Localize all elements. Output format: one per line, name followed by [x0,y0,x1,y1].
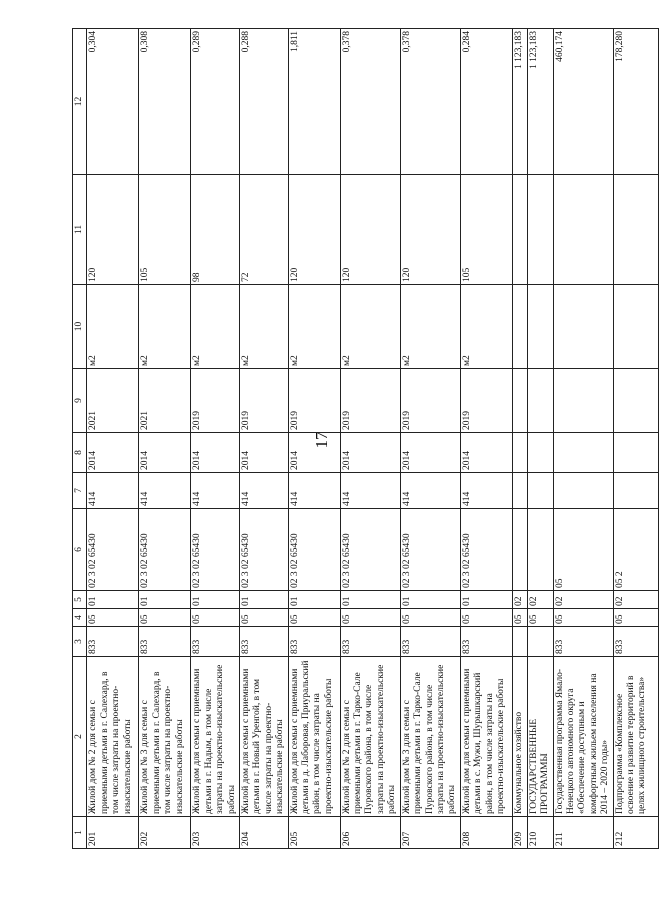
cell-subsection: 02 [512,591,527,609]
cell-subsection: 01 [240,591,289,609]
table-body [73,29,659,849]
cell-subsection: 01 [87,591,139,609]
cell-amount: 178,280 [613,29,658,175]
column-header: 11 [73,175,87,285]
cell-unit: м2 [288,285,340,369]
cell-unit: м2 [191,285,240,369]
column-header: 1 [73,817,87,849]
row-name: Жилой дом № 2 для семьи с приемными детьми в г. Тарко-Сале Пуровского района, в том числе затраты на проектно-изыскательские работы [340,657,400,817]
cell-end-year: 2019 [340,369,400,433]
cell-unit [553,285,613,369]
cell-start-year: 2014 [288,433,340,473]
row-name: Подпрограмма «Комплексное освоение и развитие территорий в целях жилищного строительства» [613,657,658,817]
cell-end-year [613,369,658,433]
cell-section: 05 [460,609,512,627]
row-name: Коммунальное хозяйство [512,657,527,817]
column-header: 7 [73,473,87,509]
column-header: 4 [73,609,87,627]
cell-subsection: 02 [553,591,613,609]
cell-unit: м2 [139,285,191,369]
cell-start-year [553,433,613,473]
cell-unit: м2 [87,285,139,369]
cell-target-article [512,509,527,591]
cell-capacity: 72 [240,175,289,285]
row-name: Жилой дом для семьи с приемными детьми в с. Мужи, Шурышкарский район, в том числе затраты на проектно-изыскательские работы [460,657,512,817]
column-header: 12 [73,29,87,175]
cell-target-article: 02 3 02 65430 [400,509,460,591]
cell-start-year [527,433,553,473]
row-number: 211 [553,817,613,849]
cell-capacity: 105 [139,175,191,285]
cell-start-year: 2014 [191,433,240,473]
cell-start-year: 2014 [139,433,191,473]
table-row [340,29,400,849]
cell-expense-type [613,473,658,509]
cell-section: 05 [613,609,658,627]
row-name: Жилой дом № 2 для семьи с приемными детьми в г. Салехард, в том числе затраты на проектно-изыскательские работы [87,657,139,817]
cell-ministry: 833 [240,627,289,657]
cell-section: 05 [87,609,139,627]
cell-amount: 1 123,183 [512,29,527,175]
row-name: Государственная программа Ямало-Ненецкого автономного округа «Обеспечение доступным и комфортным жильем населения на 2014 – 2020 годы» [553,657,613,817]
row-number: 202 [139,817,191,849]
cell-target-article: 05 [553,509,613,591]
cell-target-article: 02 3 02 65430 [460,509,512,591]
cell-capacity [553,175,613,285]
cell-section: 05 [400,609,460,627]
cell-section: 05 [553,609,613,627]
table-row [512,29,527,849]
cell-target-article: 02 3 02 65430 [191,509,240,591]
column-header: 9 [73,369,87,433]
cell-ministry: 833 [613,627,658,657]
cell-amount: 0,378 [340,29,400,175]
cell-unit [512,285,527,369]
row-name: Жилой дом № 3 для семьи с приемными детьми в г. Салехард, в том числе затраты на проектно-изыскательские работы [139,657,191,817]
table-row [553,29,613,849]
column-header: 3 [73,627,87,657]
header-row [73,29,87,849]
cell-unit: м2 [460,285,512,369]
table-row [400,29,460,849]
cell-start-year: 2014 [340,433,400,473]
table-row [240,29,289,849]
cell-expense-type: 414 [139,473,191,509]
cell-amount: 0,284 [460,29,512,175]
cell-unit: м2 [400,285,460,369]
cell-end-year: 2019 [191,369,240,433]
cell-target-article: 02 3 02 65430 [240,509,289,591]
cell-ministry: 833 [288,627,340,657]
row-number: 204 [240,817,289,849]
row-number: 203 [191,817,240,849]
cell-ministry: 833 [191,627,240,657]
rotated-table-wrapper [72,29,648,849]
row-name: Жилой дом для семьи с приемными детьми в г. Новый Уренгой, в том числе затраты на проектно-изыскательские работы [240,657,289,817]
cell-end-year [527,369,553,433]
cell-target-article: 02 3 02 65430 [139,509,191,591]
cell-ministry: 833 [87,627,139,657]
cell-section: 05 [240,609,289,627]
row-name: Жилой дом для семьи с приемными детьми в г. Надым, в том числе затраты на проектно-изыскательские работы [191,657,240,817]
cell-target-article: 05 2 [613,509,658,591]
cell-amount: 0,288 [240,29,289,175]
cell-expense-type: 414 [400,473,460,509]
cell-subsection: 01 [191,591,240,609]
cell-end-year [512,369,527,433]
cell-start-year: 2014 [460,433,512,473]
cell-unit: м2 [240,285,289,369]
row-number: 205 [288,817,340,849]
cell-unit [527,285,553,369]
cell-expense-type [512,473,527,509]
table-row [191,29,240,849]
cell-amount: 460,174 [553,29,613,175]
cell-expense-type: 414 [460,473,512,509]
row-name: Жилой дом для семьи с приемными детьми в д. Лаборовая, Приуральский район, в том числе затраты на проектно-изыскательские работы [288,657,340,817]
cell-target-article [527,509,553,591]
table-row [87,29,139,849]
table-row [527,29,553,849]
row-number: 212 [613,817,658,849]
row-name: ГОСУДАРСТВЕННЫЕ ПРОГРАММЫ [527,657,553,817]
table-row [460,29,512,849]
cell-capacity: 120 [288,175,340,285]
cell-end-year: 2019 [288,369,340,433]
cell-capacity: 120 [87,175,139,285]
table-row [613,29,658,849]
cell-end-year: 2019 [400,369,460,433]
cell-unit [613,285,658,369]
cell-amount: 1 123,183 [527,29,553,175]
cell-capacity: 120 [340,175,400,285]
cell-end-year: 2021 [87,369,139,433]
column-header: 2 [73,657,87,817]
cell-expense-type [553,473,613,509]
cell-capacity [512,175,527,285]
cell-ministry: 833 [553,627,613,657]
cell-expense-type: 414 [87,473,139,509]
cell-end-year: 2021 [139,369,191,433]
cell-section: 05 [191,609,240,627]
cell-ministry [512,627,527,657]
cell-capacity: 120 [400,175,460,285]
cell-expense-type: 414 [340,473,400,509]
cell-expense-type: 414 [288,473,340,509]
cell-start-year: 2014 [87,433,139,473]
cell-section: 05 [139,609,191,627]
row-number: 206 [340,817,400,849]
row-number: 201 [87,817,139,849]
cell-subsection: 02 [527,591,553,609]
cell-end-year [553,369,613,433]
cell-amount: 0,289 [191,29,240,175]
cell-section: 05 [340,609,400,627]
cell-expense-type: 414 [240,473,289,509]
cell-subsection: 01 [139,591,191,609]
row-number: 207 [400,817,460,849]
cell-subsection: 01 [288,591,340,609]
cell-ministry: 833 [139,627,191,657]
cell-end-year: 2019 [460,369,512,433]
cell-start-year: 2014 [240,433,289,473]
cell-capacity [527,175,553,285]
cell-start-year [512,433,527,473]
column-header: 10 [73,285,87,369]
column-header: 6 [73,509,87,591]
cell-target-article: 02 3 02 65430 [340,509,400,591]
cell-expense-type: 414 [191,473,240,509]
cell-amount: 0,308 [139,29,191,175]
cell-target-article: 02 3 02 65430 [87,509,139,591]
column-header: 8 [73,433,87,473]
cell-ministry: 833 [340,627,400,657]
row-number: 209 [512,817,527,849]
cell-section: 05 [527,609,553,627]
cell-capacity: 98 [191,175,240,285]
cell-amount: 1,811 [288,29,340,175]
cell-ministry: 833 [460,627,512,657]
cell-target-article: 02 3 02 65430 [288,509,340,591]
table-row [288,29,340,849]
cell-capacity: 105 [460,175,512,285]
column-header: 5 [73,591,87,609]
cell-end-year: 2019 [240,369,289,433]
cell-subsection: 01 [400,591,460,609]
row-number: 208 [460,817,512,849]
cell-subsection: 02 [613,591,658,609]
cell-amount: 0,304 [87,29,139,175]
budget-table [72,28,659,849]
cell-capacity [613,175,658,285]
cell-subsection: 01 [460,591,512,609]
cell-section: 05 [512,609,527,627]
cell-unit: м2 [340,285,400,369]
cell-expense-type [527,473,553,509]
row-name: Жилой дом № 3 для семьи с приемными детьми в г. Тарко-Сале Пуровского района, в том числе затраты на проектно-изыскательские работы [400,657,460,817]
page-number: 17 [312,431,331,449]
cell-amount: 0,378 [400,29,460,175]
cell-section: 05 [288,609,340,627]
cell-start-year: 2014 [400,433,460,473]
cell-ministry: 833 [400,627,460,657]
cell-ministry [527,627,553,657]
table-row [139,29,191,849]
cell-start-year [613,433,658,473]
row-number: 210 [527,817,553,849]
cell-subsection: 01 [340,591,400,609]
